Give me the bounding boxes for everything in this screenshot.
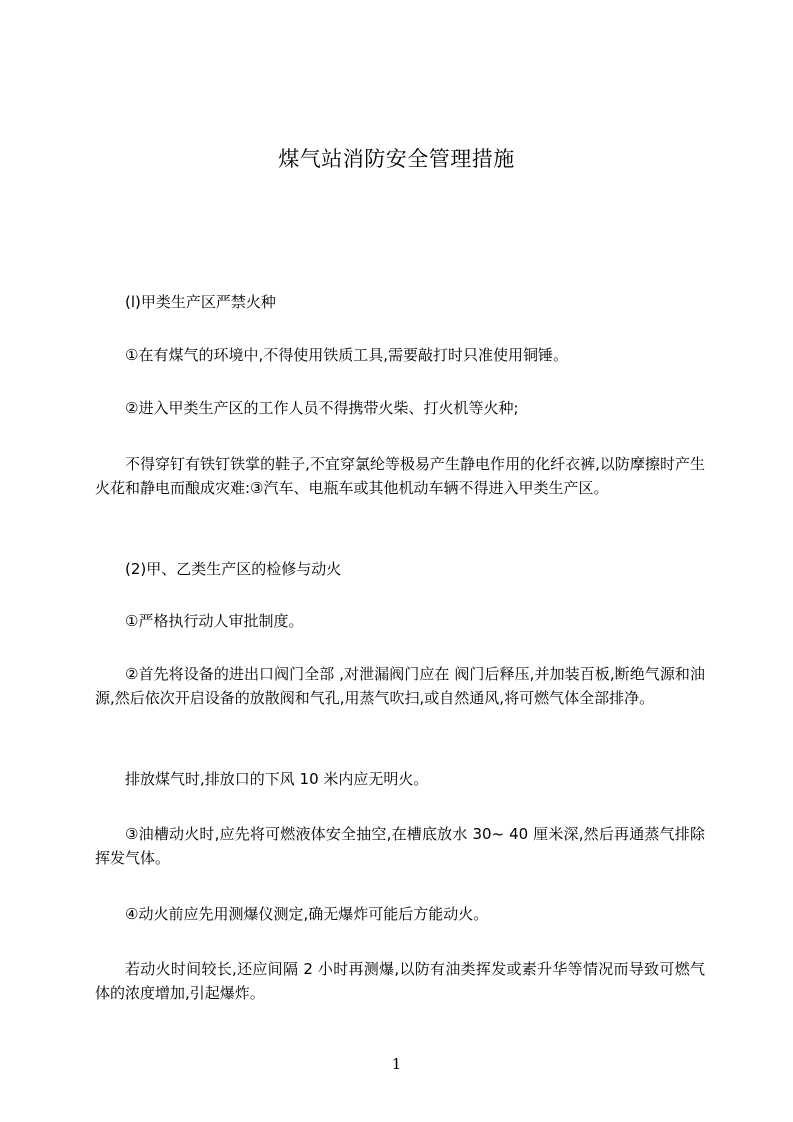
- page-title: 煤气站消防安全管理措施: [278, 147, 515, 171]
- paragraph-item-1-approval: ①严格执行动人审批制度。: [125, 612, 304, 630]
- paragraph-item-2-valves: ②首先将设备的进出口阀门全部 ,对泄漏阀门应在 阀门后释压,并加装百板,断绝气源和油源,然后依次开启设备的放散阀和气孔,用蒸气吹扫,或自然通风,将可燃气体全部排净。: [95, 665, 705, 707]
- paragraph-item-2-continued: 不得穿钉有铁钉铁掌的鞋子,不宜穿氯纶等极易产生静电作用的化纤衣裤,以防摩擦时产生火花和静电而酿成灾难:③汽车、电瓶车或其他机动车辆不得进入甲类生产区。: [95, 455, 705, 497]
- paragraph-section-1-heading: (l)甲类生产区严禁火种: [125, 293, 276, 311]
- paragraph-item-1: ①在有煤气的环境中,不得使用铁质工具,需要敲打时只准使用铜锤。: [125, 346, 568, 364]
- paragraph-item-3-tank: ③油槽动火时,应先将可燃液体安全抽空,在槽底放水 30~ 40 厘米深,然后再通蒸气排除挥发气体。: [95, 825, 705, 867]
- paragraph-long-hotwork: 若动火时间较长,还应间隔 2 小时再测爆,以防有油类挥发或素升华等情况而导致可燃气体的浓度增加,引起爆炸。: [95, 960, 705, 1002]
- paragraph-section-2-heading: (2)甲、乙类生产区的检修与动火: [125, 560, 342, 578]
- page-number: 1: [391, 1055, 402, 1073]
- paragraph-item-2: ②进入甲类生产区的工作人员不得携带火柴、打火机等火种;: [125, 399, 519, 417]
- paragraph-gas-discharge: 排放煤气时,排放口的下风 10 米内应无明火。: [125, 770, 429, 788]
- paragraph-item-4-detection: ④动火前应先用测爆仪测定,确无爆炸可能后方能动火。: [125, 905, 489, 923]
